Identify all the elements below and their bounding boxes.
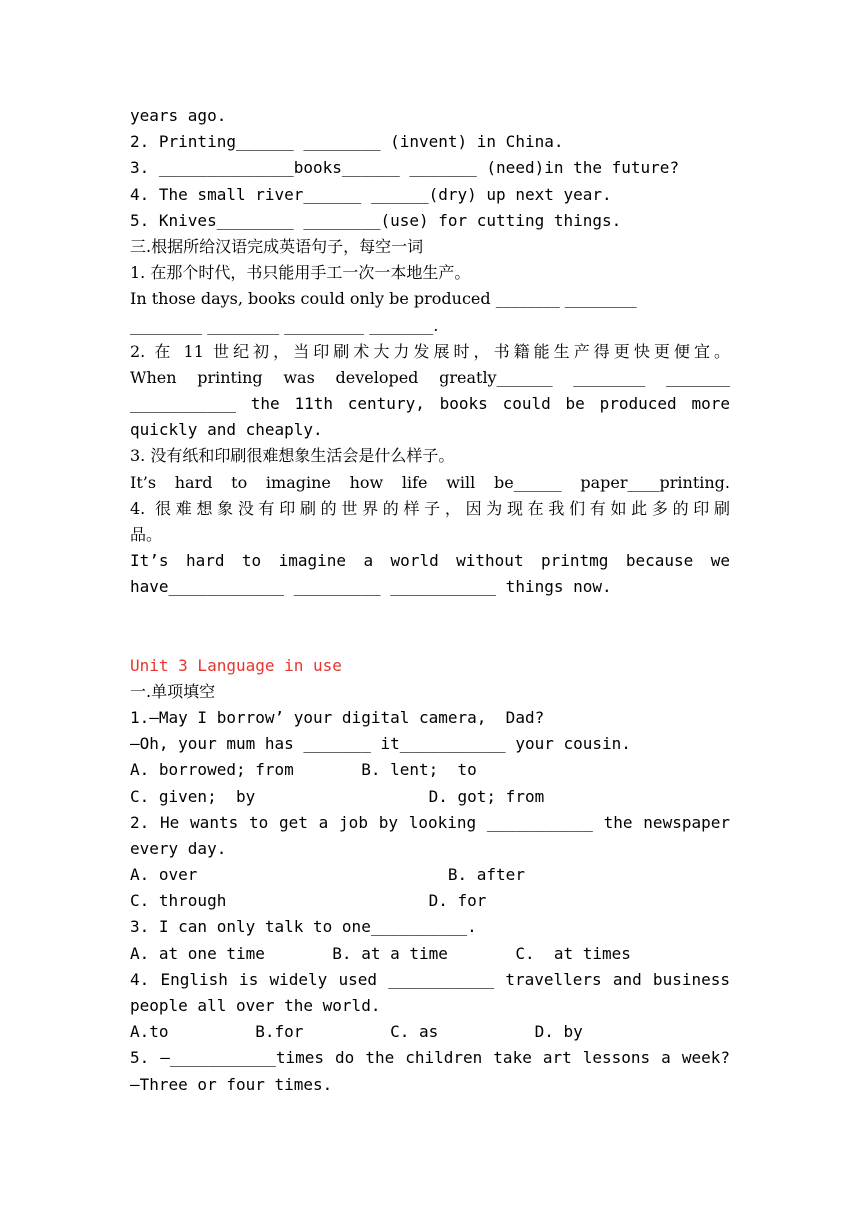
question-1-english: In those days, books could only be produced ________ _________ xyxy=(130,289,637,309)
question-4-english-cont: have____________ _________ ___________ things now. xyxy=(130,577,612,597)
question-3-chinese: 3. 没有纸和印刷很难想象生活会是什么样子。 xyxy=(130,446,455,466)
question-3: 3. ______________books______ _______ (need)in the future? xyxy=(130,158,680,178)
options: A.to B.for C. as D. by xyxy=(130,1022,583,1042)
question-3: 3. I can only talk to one__________. xyxy=(130,917,477,937)
question-4-cont: people all over the world. xyxy=(130,996,381,1015)
options-cd: C. given; by D. got; from xyxy=(130,786,545,806)
question-5: 5. —___________times do the children take art lessons a week? xyxy=(130,1048,730,1068)
question-4-english: It’s hard to imagine a world without printmg because we xyxy=(130,551,730,571)
options-ab: A. over B. after xyxy=(130,865,525,885)
question-4-chinese: 4. 很难想象没有印刷的世界的样子，因为现在我们有如此多的印刷 xyxy=(130,498,730,518)
question-1-english-cont: _________ _________ __________ ________. xyxy=(130,315,439,335)
unit-title: Unit 3 Language in use xyxy=(130,655,342,675)
options: A. at one time B. at a time C. at times xyxy=(130,943,631,963)
text-line: years ago. xyxy=(130,106,227,125)
question-2: 2. He wants to get a job by looking ___________ the newspaper xyxy=(130,812,730,832)
section-heading: 一.单项填空 xyxy=(130,681,216,701)
question-2-english-end: quickly and cheaply. xyxy=(130,420,323,440)
question-4-chinese-cont: 品。 xyxy=(130,525,163,544)
question-4: 4. English is widely used ___________ travellers and business xyxy=(130,969,730,989)
question-2-chinese: 2. 在 11 世纪初，当印刷术大力发展时，书籍能生产得更快更便宜。 xyxy=(130,341,730,361)
question-5-reply: —Three or four times. xyxy=(130,1074,333,1094)
section-heading: 三.根据所给汉语完成英语句子，每空一词 xyxy=(130,236,424,256)
blank-gap xyxy=(130,601,730,653)
question-4: 4. The small river______ ______(dry) up next year. xyxy=(130,184,612,204)
question-5: 5. Knives________ ________(use) for cutting things. xyxy=(130,210,622,230)
options-ab: A. borrowed; from B. lent; to xyxy=(130,760,477,780)
question-2: 2. Printing______ ________ (invent) in China. xyxy=(130,132,564,152)
question-2-cont: every day. xyxy=(130,838,227,858)
question-1-chinese: 1. 在那个时代，书只能用手工一次一本地生产。 xyxy=(130,263,471,283)
question-1-reply: —Oh, your mum has _______ it___________ your cousin. xyxy=(130,734,631,754)
question-1: 1.—May I borrow’ your digital camera, Dad? xyxy=(130,707,545,727)
question-3-english: It’s hard to imagine how life will be______ paper____printing. xyxy=(130,472,730,492)
options-cd: C. through D. for xyxy=(130,891,487,911)
worksheet-body xyxy=(130,103,730,1098)
question-2-english-cont: ___________ the 11th century, books could be produced more xyxy=(130,394,730,414)
question-2-english: When printing was developed greatly_______ _________ ________ xyxy=(130,367,730,387)
